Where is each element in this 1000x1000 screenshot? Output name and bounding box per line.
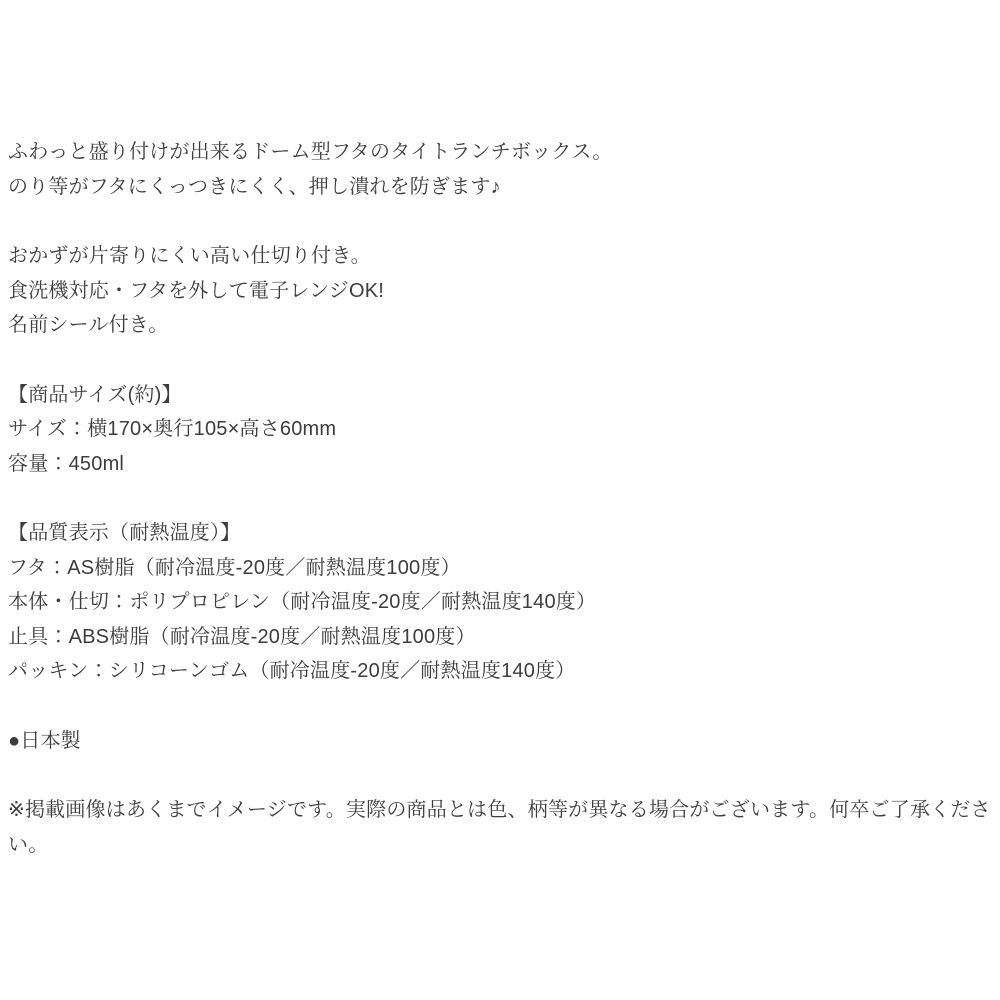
quality-clasp-line: 止具：ABS樹脂（耐冷温度-20度／耐熱温度100度） (8, 625, 476, 648)
quality-packing-line: パッキン：シリコーンゴム（耐冷温度-20度／耐熱温度140度） (8, 660, 576, 682)
feature-divider-line: おかずが片寄りにくい高い仕切り付き。 (8, 245, 371, 267)
disclaimer-paragraph (8, 793, 992, 862)
size-dimensions-line: サイズ：横170×奥行105×高さ60mm (8, 418, 337, 440)
quality-section-heading: 【品質表示（耐熱温度）】 (8, 522, 241, 544)
features-paragraph (8, 239, 992, 343)
intro-line-2: のり等がフタにくっつきにくく、押し潰れを防ぎます♪ (8, 175, 501, 198)
feature-name-seal-line: 名前シール付き。 (8, 314, 169, 336)
size-section-heading: 【商品サイズ(約)】 (8, 383, 182, 406)
disclaimer-text: ※掲載画像はあくまでイメージです。実際の商品とは色、柄等が異なる場合がございます。何卒ご了承ください。 (8, 799, 991, 856)
feature-dishwasher-line: 食洗機対応・フタを外して電子レンジOK! (8, 279, 385, 302)
intro-line-1: ふわっと盛り付けが出来るドーム型フタのタイトランチボックス。 (8, 141, 613, 163)
size-capacity-line: 容量：450ml (8, 452, 125, 475)
made-in-japan-line: ●日本製 (8, 729, 81, 752)
quality-lid-line: フタ：AS樹脂（耐冷温度-20度／耐熱温度100度） (8, 556, 461, 579)
size-section (8, 378, 992, 482)
origin-paragraph (8, 724, 992, 759)
quality-body-line: 本体・仕切：ポリプロピレン（耐冷温度-20度／耐熱温度140度） (8, 591, 597, 613)
intro-paragraph (8, 135, 992, 204)
quality-section (8, 516, 992, 689)
